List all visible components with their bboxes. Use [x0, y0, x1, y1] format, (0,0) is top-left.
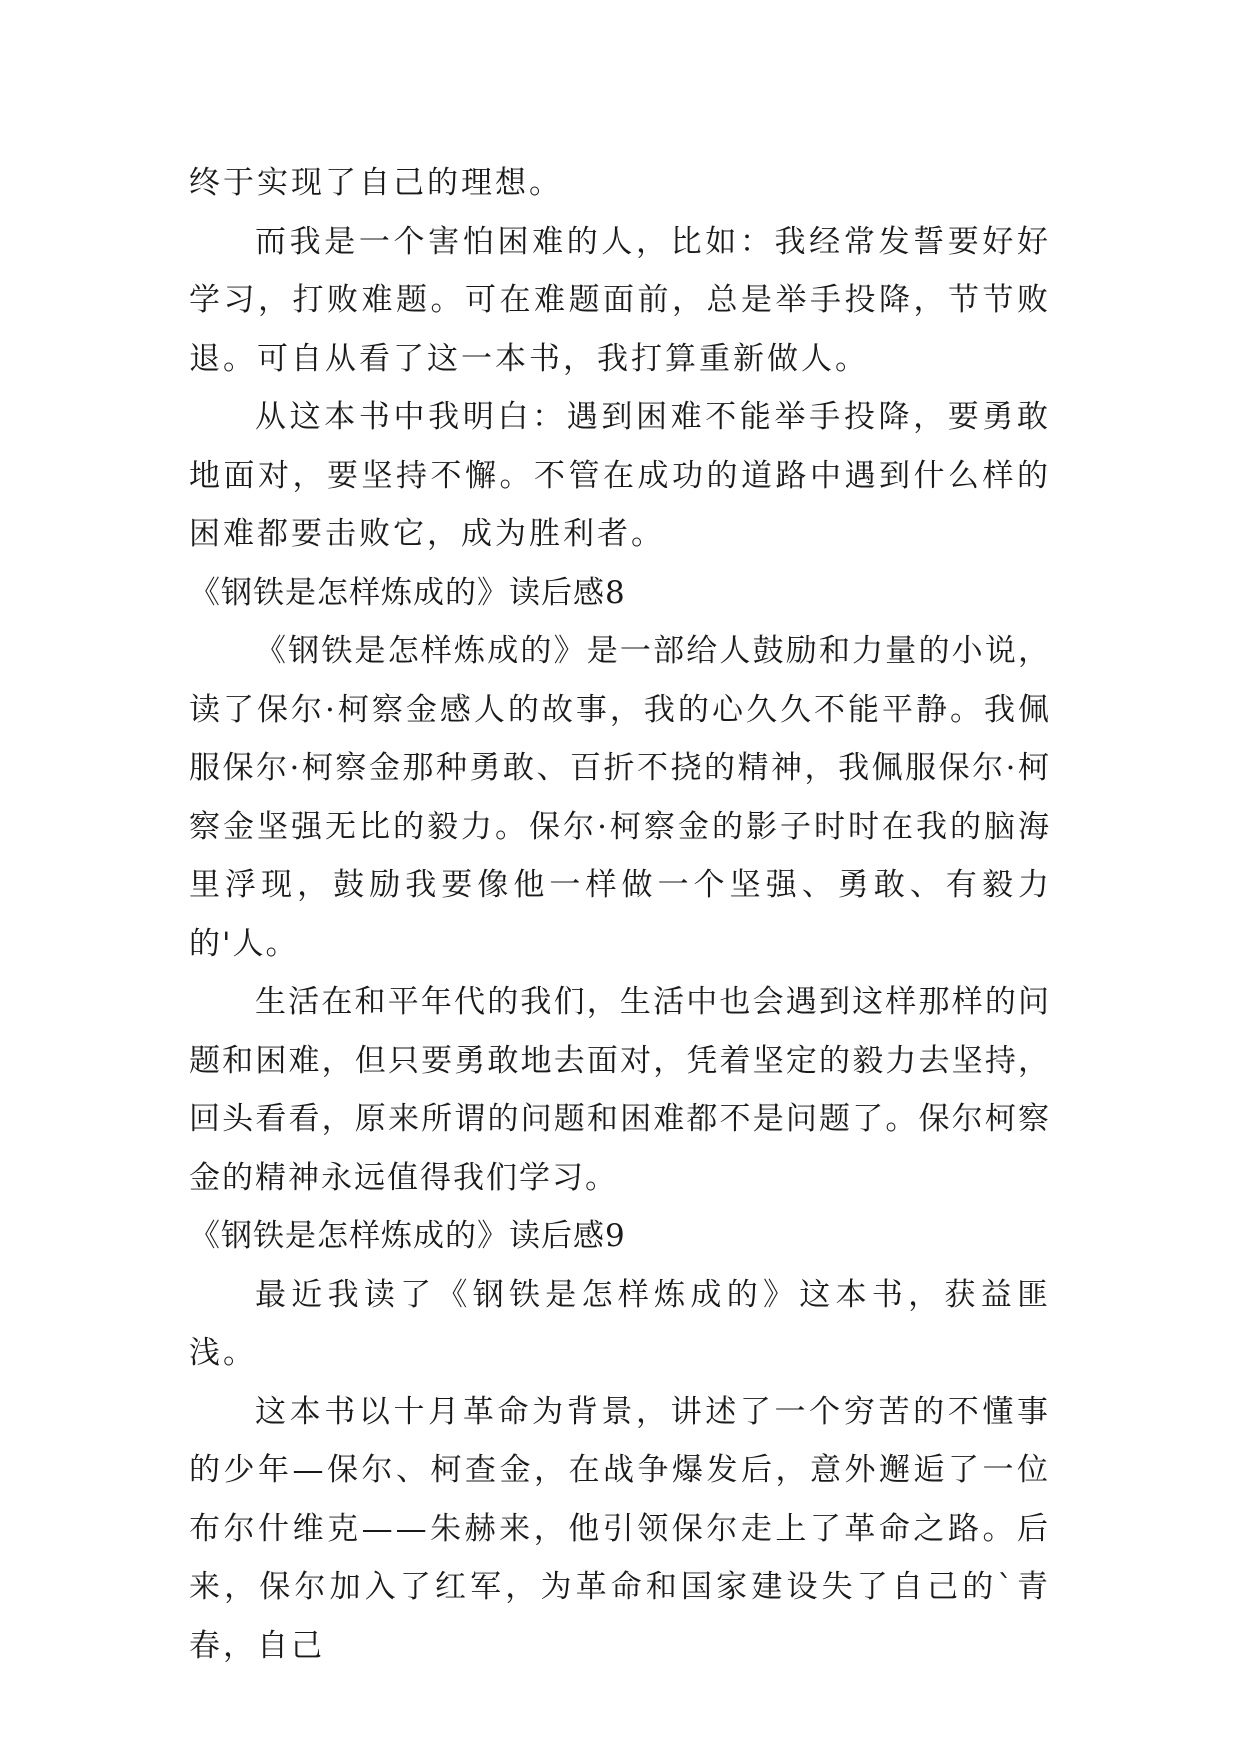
paragraph: 生活在和平年代的我们，生活中也会遇到这样那样的问题和困难，但只要勇敢地去面对，凭着坚定的毅力去坚持，回头看看，原来所谓的问题和困难都不是问题了。保尔柯察金的精神永远值得我们学习。 — [189, 984, 1051, 1196]
paragraph-continuation: 终于实现了自己的理想。 — [189, 165, 563, 201]
paragraph: 《钢铁是怎样炼成的》是一部给人鼓励和力量的小说，读了保尔·柯察金感人的故事，我的心久久不能平静。我佩服保尔·柯察金那种勇敢、百折不挠的精神，我佩服保尔·柯察金坚强无比的毅力。保尔·柯察金的影子时时在我的脑海里浮现，鼓励我要像他一样做一个坚强、勇敢、有毅力的'人。 — [189, 633, 1051, 962]
paragraph: 最近我读了《钢铁是怎样炼成的》这本书，获益匪浅。 — [189, 1276, 1051, 1371]
paragraph: 而我是一个害怕困难的人，比如：我经常发誓要好好学习，打败难题。可在难题面前，总是举手投降，节节败退。可自从看了这一本书，我打算重新做人。 — [189, 223, 1051, 377]
section-heading: 《钢铁是怎样炼成的》读后感9 — [189, 1218, 626, 1254]
paragraph: 从这本书中我明白：遇到困难不能举手投降，要勇敢地面对，要坚持不懈。不管在成功的道路中遇到什么样的困难都要击败它，成为胜利者。 — [189, 399, 1051, 552]
section-heading: 《钢铁是怎样炼成的》读后感8 — [189, 574, 626, 611]
paragraph: 这本书以十月革命为背景，讲述了一个穷苦的不懂事的少年—保尔、柯查金，在战争爆发后，意外邂逅了一位布尔什维克——朱赫来，他引领保尔走上了革命之路。后来，保尔加入了红军，为革命和国家建设失了自己的`青春，自己 — [189, 1393, 1051, 1664]
document-body — [189, 154, 1051, 1675]
